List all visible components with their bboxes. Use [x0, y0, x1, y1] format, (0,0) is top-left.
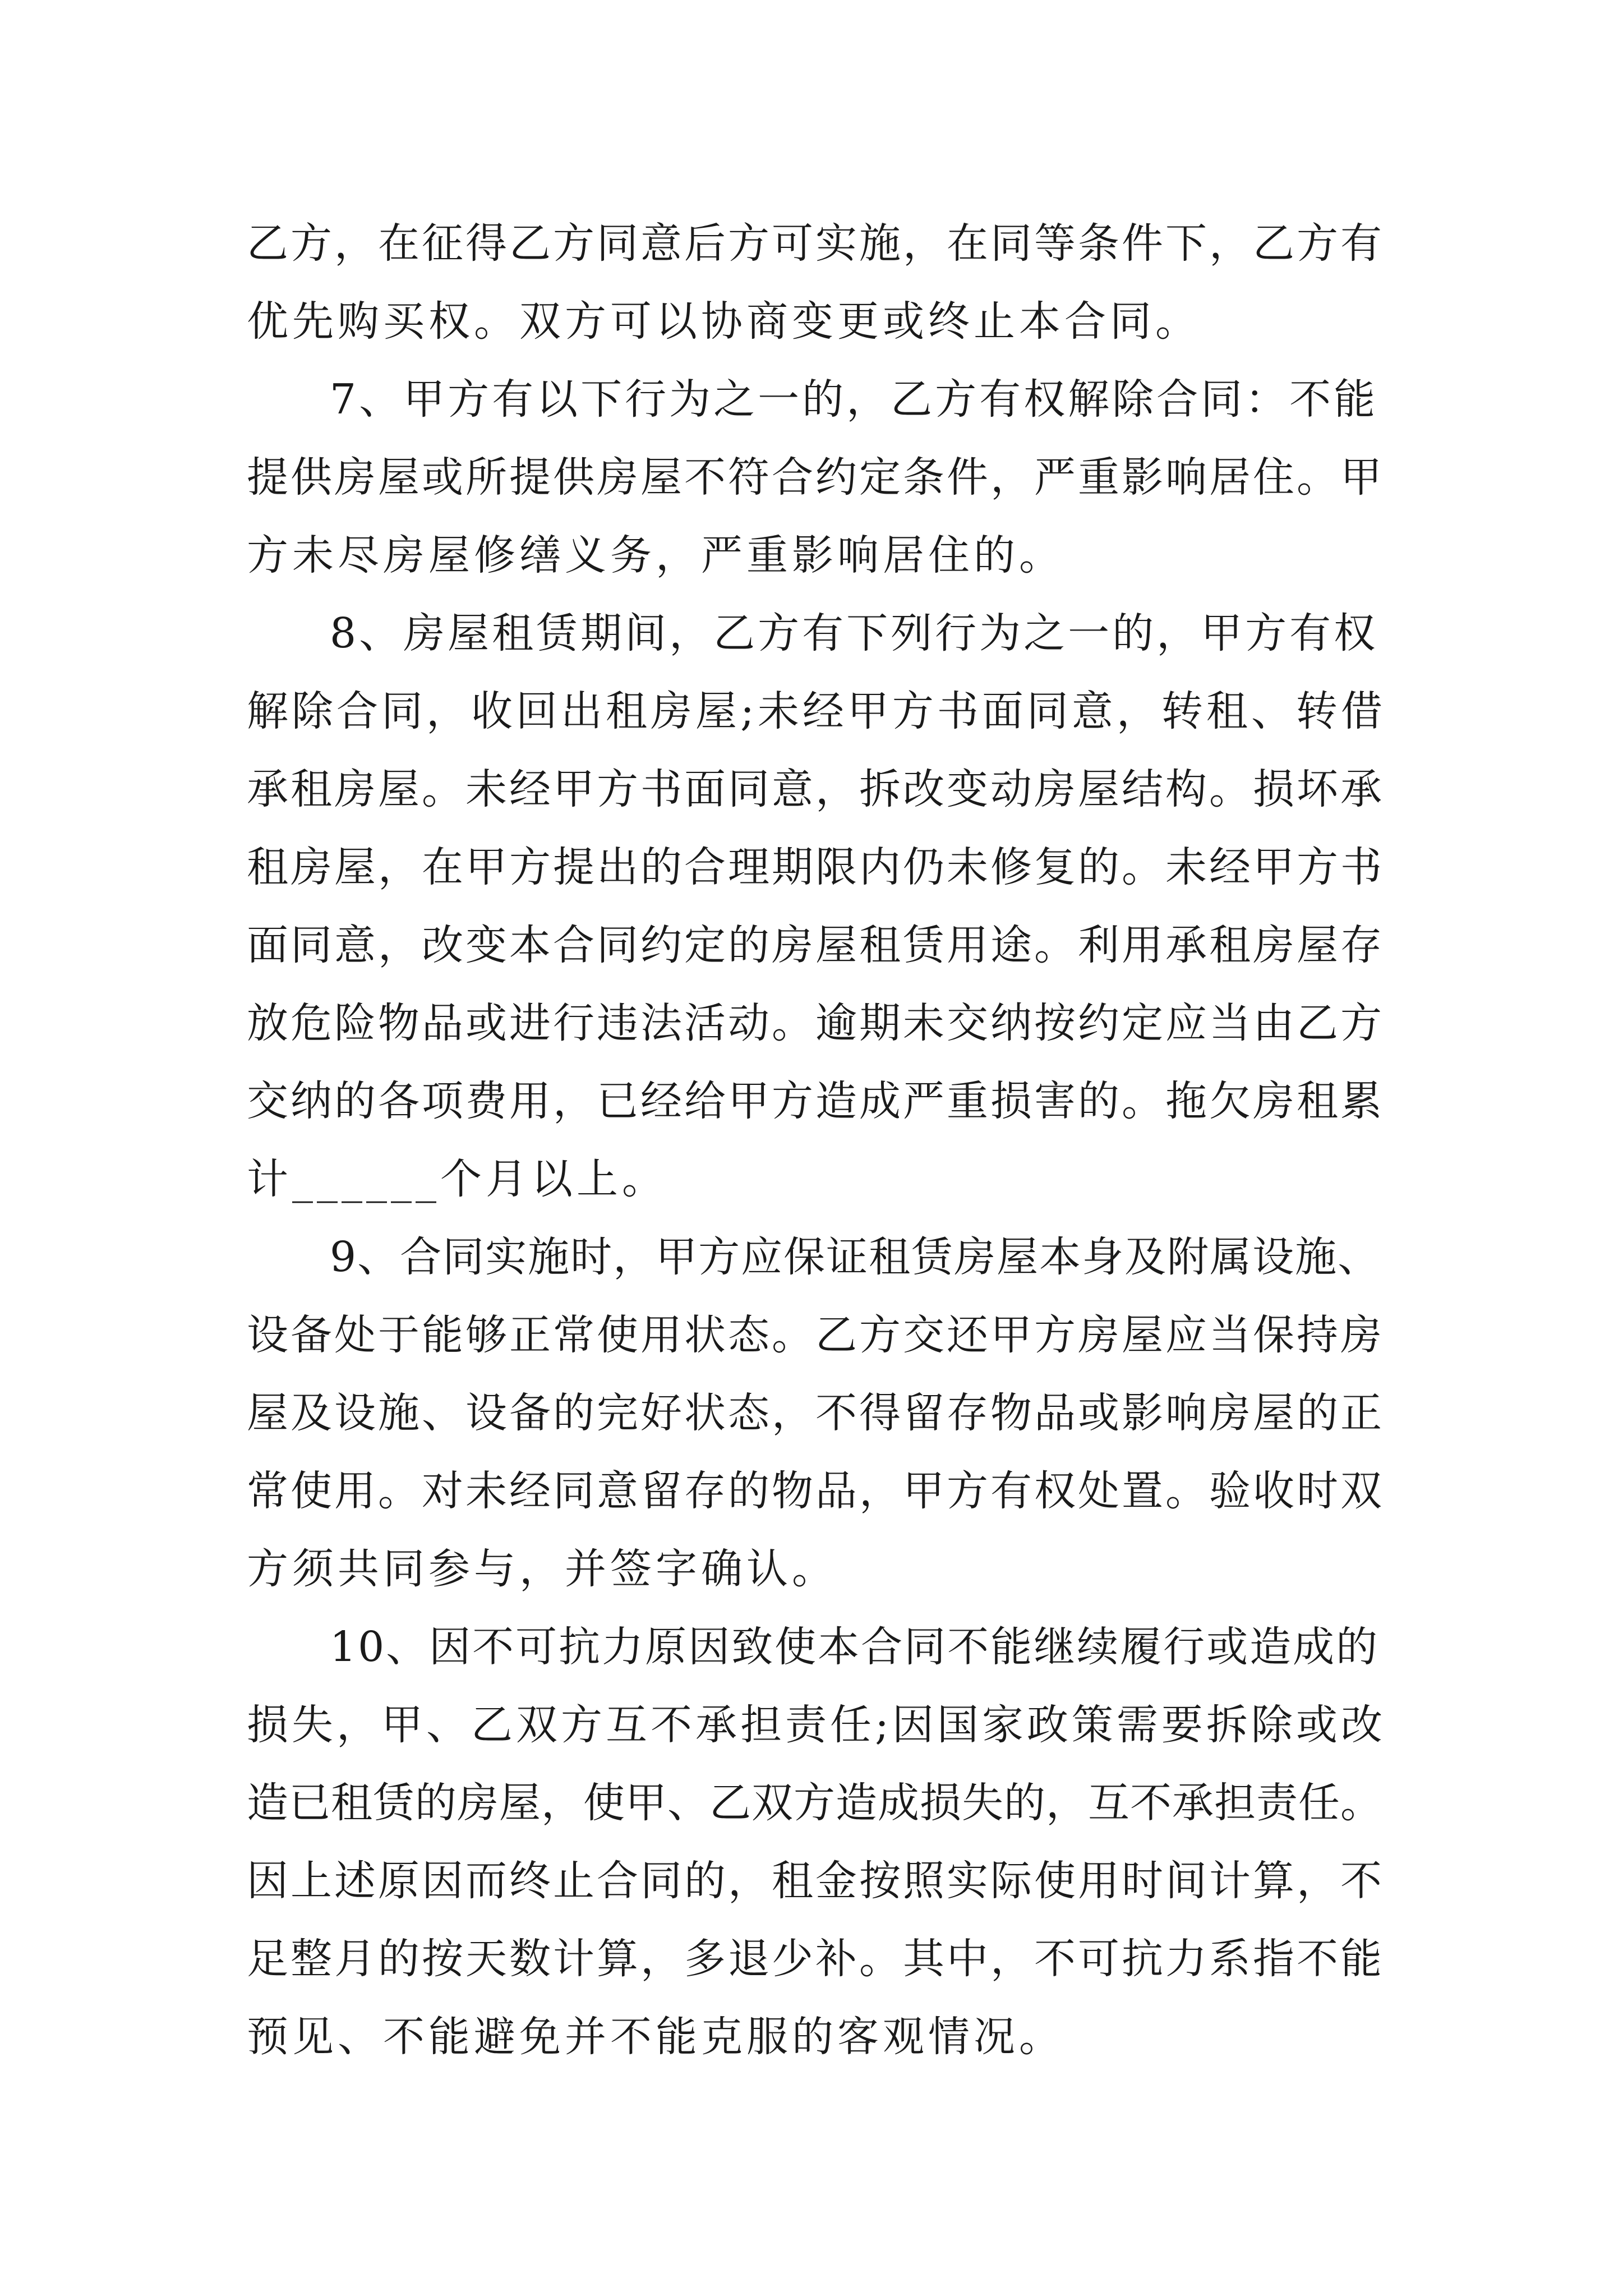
text-line: 提供房屋或所提供房屋不符合约定条件，严重影响居住。甲 — [247, 453, 1384, 501]
text-line: 足整月的按天数计算，多退少补。其中，不可抗力系指不能 — [247, 1935, 1384, 1983]
clause-9-start: 9、合同实施时，甲方应保证租赁房屋本身及附属设施、 — [330, 1233, 1381, 1281]
text-line: 造已租赁的房屋，使甲、乙双方造成损失的，互不承担责任。 — [247, 1779, 1382, 1827]
text-line: 优先购买权。双方可以协商变更或终止本合同。 — [247, 297, 1201, 346]
clause-7-start: 7、甲方有以下行为之一的，乙方有权解除合同：不能 — [330, 375, 1378, 424]
text-line: 租房屋，在甲方提出的合理期限内仍未修复的。未经甲方书 — [247, 843, 1384, 891]
contract-body-text — [247, 205, 1391, 2076]
text-line: 计______个月以上。 — [247, 1155, 667, 1203]
text-line: 预见、不能避免并不能克服的客观情况。 — [247, 2013, 1064, 2061]
text-line: 方须共同参与，并签字确认。 — [247, 1545, 837, 1593]
clause-8-start: 8、房屋租赁期间，乙方有下列行为之一的，甲方有权 — [330, 609, 1378, 657]
text-line: 屋及设施、设备的完好状态，不得留存物品或影响房屋的正 — [247, 1389, 1384, 1437]
text-line: 方未尽房屋修缮义务，严重影响居住的。 — [247, 531, 1064, 579]
text-line: 交纳的各项费用，已经给甲方造成严重损害的。拖欠房租累 — [247, 1077, 1384, 1125]
text-line: 常使用。对未经同意留存的物品，甲方有权处置。验收时双 — [247, 1467, 1384, 1515]
text-line: 放危险物品或进行违法活动。逾期未交纳按约定应当由乙方 — [247, 999, 1384, 1047]
text-line: 乙方，在征得乙方同意后方可实施，在同等条件下，乙方有 — [247, 219, 1384, 268]
text-line: 损失，甲、乙双方互不承担责任;因国家政策需要拆除或改 — [247, 1701, 1386, 1749]
text-line: 因上述原因而终止合同的，租金按照实际使用时间计算，不 — [247, 1857, 1384, 1905]
text-line: 解除合同，收回出租房屋;未经甲方书面同意，转租、转借 — [247, 687, 1386, 735]
clause-10-start: 10、因不可抗力原因致使本合同不能继续履行或造成的 — [330, 1623, 1380, 1671]
text-line: 设备处于能够正常使用状态。乙方交还甲方房屋应当保持房 — [247, 1311, 1384, 1359]
text-line: 承租房屋。未经甲方书面同意，拆改变动房屋结构。损坏承 — [247, 765, 1384, 813]
text-line: 面同意，改变本合同约定的房屋租赁用途。利用承租房屋存 — [247, 921, 1384, 969]
